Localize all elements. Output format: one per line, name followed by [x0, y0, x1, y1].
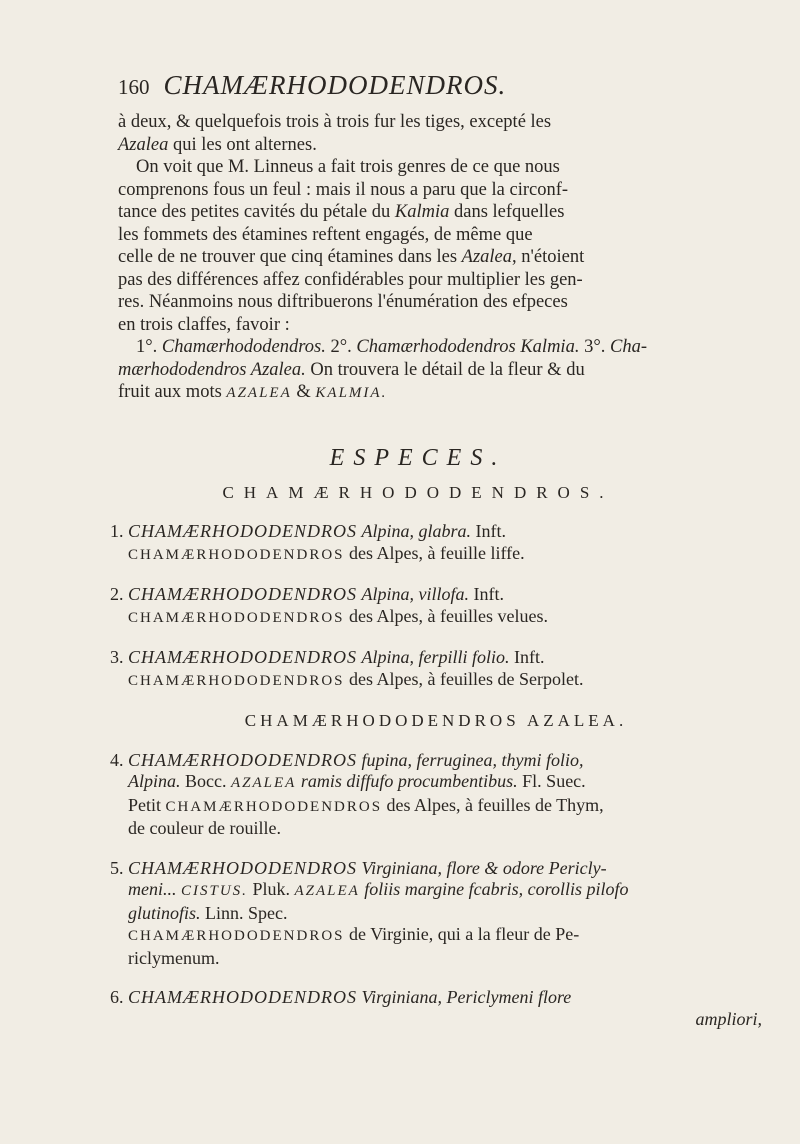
page-number: 160	[118, 75, 150, 99]
entry-text: fupina, ferruginea, thymi folio,	[361, 749, 584, 770]
entry-number: 6.	[110, 987, 124, 1007]
entry-text: CHAMÆRHODODENDROS	[165, 798, 383, 815]
entry-line	[128, 987, 762, 1009]
entry-text: ramis diffufo procumbentibus.	[300, 771, 518, 791]
entry-text: CHAMÆRHODODENDROS	[128, 749, 357, 770]
entry-text: CHAMÆRHODODENDROS	[128, 987, 357, 1007]
entry-text: de couleur de rouille.	[128, 818, 281, 838]
entry-text: Alpina, villofa.	[361, 584, 469, 604]
entry-text: meni...	[128, 879, 177, 899]
text-line	[118, 336, 752, 359]
running-head	[118, 70, 718, 101]
species-group-chamaerhododendros	[110, 521, 762, 692]
text-segment: à deux, & quelquefois trois à trois fur les tiges, excepté les	[118, 112, 552, 132]
text-segment: , n'étoient	[512, 247, 585, 267]
text-line	[118, 134, 752, 157]
text-segment: Kalmia	[394, 202, 450, 222]
text-segment: mærhododendros Azalea.	[118, 359, 306, 380]
entry-text: CHAMÆRHODODENDROS	[128, 609, 345, 626]
entry-text: CHAMÆRHODODENDROS	[128, 928, 345, 944]
entry-line	[128, 903, 762, 925]
entry-text: Virginiana, Periclymeni flore	[361, 987, 572, 1007]
text-line	[118, 269, 752, 292]
text-segment: 2°.	[325, 337, 357, 357]
text-line	[118, 314, 752, 337]
entry-text: CHAMÆRHODODENDROS	[128, 546, 345, 563]
entry-text: de Virginie, qui a la fleur de Pe-	[344, 924, 580, 944]
species-list	[110, 521, 762, 1048]
text-segment: en trois claffes, favoir :	[118, 314, 290, 335]
entry-text: CHAMÆRHODODENDROS	[128, 672, 345, 689]
species-group-azalea	[110, 750, 762, 1031]
text-segment: On trouvera le détail de la fleur & du	[305, 359, 585, 380]
text-segment: On voit que M. Linneus a fait trois genres de ce que nous	[136, 157, 560, 177]
text-segment: comprenons fous un feul : mais il nous a paru que la circonf-	[118, 179, 569, 200]
entry-line	[128, 606, 762, 630]
entry-text: glutinofis.	[128, 902, 201, 923]
entry-text: riclymenum.	[128, 947, 220, 968]
entry-text: Inft.	[468, 584, 504, 604]
text-line	[118, 359, 752, 382]
species-entry	[110, 584, 762, 629]
text-line	[118, 179, 752, 202]
entry-line	[128, 543, 762, 567]
entry-line	[128, 818, 762, 840]
entry-number: 2.	[110, 584, 124, 604]
text-line	[118, 156, 752, 179]
text-segment: les fommets des étamines reftent engagés, de même que	[118, 224, 533, 245]
entry-text: CHAMÆRHODODENDROS	[128, 857, 357, 878]
entry-text: CISTUS.	[181, 883, 248, 899]
text-line	[118, 111, 752, 134]
text-line	[118, 291, 752, 314]
entry-text: CHAMÆRHODODENDROS	[128, 647, 357, 667]
text-line	[118, 201, 752, 224]
text-segment: res. Néanmoins nous diftribuerons l'énumération des efpeces	[118, 292, 568, 312]
text-segment: fruit aux mots	[118, 382, 227, 402]
entry-number: 4.	[110, 749, 124, 770]
text-segment: dans lefquelles	[449, 202, 565, 222]
species-entry	[110, 521, 762, 566]
entry-line	[128, 948, 762, 970]
entry-text: des Alpes, à feuille liffe.	[344, 542, 525, 563]
entry-text: des Alpes, à feuilles de Thym,	[382, 794, 604, 815]
entry-text: Petit	[128, 794, 166, 815]
entry-text: Alpina, glabra.	[361, 521, 471, 541]
text-segment: 3°.	[579, 337, 610, 357]
text-segment: Chamærhododendros Kalmia.	[356, 337, 580, 357]
entry-line	[128, 795, 762, 819]
entry-text: Linn. Spec.	[200, 902, 288, 923]
entry-text: Virginiana, flore & odore Pericly-	[361, 857, 607, 878]
species-entry	[110, 647, 762, 692]
entry-text: AZALEA	[294, 883, 360, 899]
entry-text: des Alpes, à feuilles de Serpolet.	[344, 668, 584, 689]
text-segment: Cha-	[609, 337, 647, 357]
entry-text: ampliori,	[695, 1008, 762, 1029]
text-segment: &	[291, 382, 316, 402]
genus-heading: CHAMÆRHODODENDROS.	[222, 483, 614, 502]
entry-text: foliis margine fcabris, corollis pilofo	[364, 879, 629, 899]
entry-line	[128, 858, 762, 880]
especes-heading: ESPECES.	[329, 445, 507, 471]
text-segment: KALMIA.	[315, 385, 388, 401]
entry-text: des Alpes, à feuilles velues.	[344, 605, 548, 626]
entry-number: 3.	[110, 647, 124, 667]
entry-line	[128, 879, 762, 903]
text-line	[118, 224, 752, 247]
entry-text: CHAMÆRHODODENDROS	[128, 521, 357, 541]
entry-text: Alpina, ferpilli folio.	[361, 647, 510, 667]
entry-text: Inft.	[509, 647, 545, 667]
text-line	[118, 381, 752, 405]
text-segment: pas des différences affez confidérables pour multiplier les gen-	[118, 269, 583, 290]
text-segment: qui les ont alternes.	[168, 134, 317, 155]
entry-text: Alpina.	[128, 771, 181, 791]
entry-number: 1.	[110, 521, 124, 541]
entry-number: 5.	[110, 857, 124, 878]
entry-text: Fl. Suec.	[517, 771, 586, 791]
entry-text: Pluk.	[247, 879, 295, 899]
text-segment: Chamærhododendros.	[161, 337, 326, 357]
text-segment: AZALEA	[226, 385, 292, 401]
text-segment: Azalea	[118, 134, 169, 155]
azalea-class-heading: CHAMÆRHODODENDROS AZALEA.	[244, 711, 628, 730]
entry-line	[128, 669, 762, 693]
entry-text: Bocc.	[180, 771, 231, 791]
species-entry	[110, 987, 762, 1030]
entry-line	[128, 521, 762, 543]
text-segment: celle de ne trouver que cinq étamines dans les	[118, 247, 462, 267]
entry-line	[128, 924, 762, 948]
entry-line	[128, 647, 762, 669]
entry-line	[128, 1009, 762, 1031]
species-entry	[110, 858, 762, 970]
entry-line	[128, 771, 762, 795]
page-title: CHAMÆRHODODENDROS.	[163, 70, 507, 100]
text-segment: Azalea	[461, 247, 513, 267]
entry-text: Inft.	[471, 521, 506, 541]
entry-line	[128, 750, 762, 772]
entry-text: AZALEA	[230, 775, 297, 791]
intro-paragraph	[118, 111, 752, 405]
entry-line	[128, 584, 762, 606]
text-segment: 1°.	[136, 337, 162, 357]
text-line	[118, 246, 752, 269]
text-segment: tance des petites cavités du pétale du	[118, 202, 395, 222]
species-entry	[110, 750, 762, 840]
entry-text: CHAMÆRHODODENDROS	[128, 584, 357, 604]
